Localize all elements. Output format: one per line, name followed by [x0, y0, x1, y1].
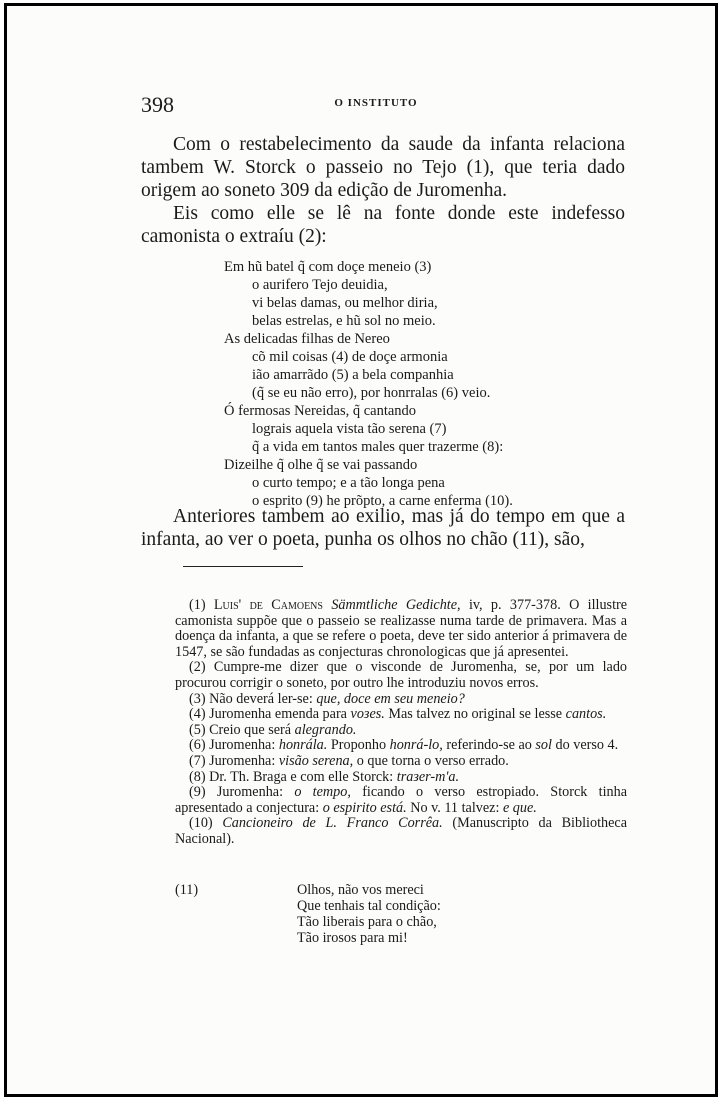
poem-line: Dizeilhe q̃ olhe q̃ se vai passando: [224, 457, 418, 473]
footnotes: [175, 598, 627, 848]
poem-line: Em hũ batel q̃ com doçe meneio (3): [224, 259, 432, 275]
after-poem-paragraph: Anteriores tambem ao exilio, mas já do tempo em que a infanta, ao ver o poeta, punha os olhos no chão (11), são,: [141, 506, 625, 550]
sonnet: [224, 258, 513, 510]
poem-line: o curto tempo; e a tão longa pena: [252, 475, 445, 491]
poem-line: Ó fermosas Nereidas, q̃ cantando: [224, 403, 417, 419]
poem-line: As delicadas filhas de Nereo: [224, 331, 390, 347]
poem-line: belas estrelas, e hũ sol no meio.: [252, 313, 436, 329]
footnote-6: (6) Juromenha: honrála. Proponho honrá-lo, referindo-se ao sol do verso 4.: [189, 737, 619, 754]
poem-line: lograis aquela vista tão serena (7): [252, 421, 447, 437]
verse-line: Tão liberais para o chão,: [297, 914, 437, 930]
footnote-divider: [183, 566, 303, 567]
poem-line: vi belas damas, ou melhor diria,: [252, 295, 438, 311]
poem-line: o esprito (9) he prõpto, a carne enferma (10).: [252, 493, 513, 509]
footnote-4: (4) Juromenha emenda para voзes. Mas talvez no original se lesse cantos.: [189, 706, 607, 723]
footnote-11-verse: [297, 882, 441, 946]
verse-line: Tão irosos para mi!: [297, 930, 408, 946]
footnote-9: (9) Juromenha: o tempo, ficando o verso estropiado. Storck tinha apresentado a conjectura: o espirito está. No v. 11 talvez: e que.: [175, 784, 627, 816]
running-head: O INSTITUTO: [334, 97, 418, 109]
footnote-2: (2) Cumpre-me dizer que o visconde de Juromenha, se, por um lado procurou corrigir o soneto, por outro lhe introduziu novos erros.: [175, 659, 628, 691]
footnote-1: (1) Luis' de Camoens Sämmtliche Gedichte, iv, p. 377-378. O illustre camonista suppõe que o passeio se realizasse numa tarde de primavera. Mas a doença da infanta, a que se refere o poeta, deve ter sido anterior á primavera de 1547, se são fundadas as conjecturas chronologicas que já apresentei.: [175, 597, 628, 660]
page-header: [141, 92, 611, 120]
intro-paragraph-2: Eis como elle se lê na fonte donde este indefesso camonista o extraíu (2):: [141, 203, 625, 247]
poem-line: ião amarrãdo (5) a bela companhia: [252, 367, 454, 383]
footnote-11-number: (11): [175, 882, 199, 898]
after-poem-text: [141, 505, 625, 551]
intro-text: [141, 133, 625, 248]
poem-line: o aurifero Tejo deuidia,: [252, 277, 388, 293]
footnote-8: (8) Dr. Th. Braga e com elle Storck: traзer-m'a.: [189, 768, 460, 785]
verse-line: Olhos, não vos mereci: [297, 882, 424, 898]
footnote-7: (7) Juromenha: visão serena, o que torna o verso errado.: [189, 752, 509, 769]
page-number: 398: [141, 92, 174, 117]
poem-line: (q̃ se eu não erro), por honrralas (6) veio.: [252, 385, 491, 401]
footnote-5: (5) Creio que será alegrando.: [189, 721, 357, 738]
poem-line: cõ mil coisas (4) de doçe armonia: [252, 349, 448, 365]
verse-line: Que tenhais tal condição:: [297, 898, 441, 914]
poem-line: q̃ a vida em tantos males quer trazerme (8):: [252, 439, 504, 455]
intro-paragraph-1: Com o restabelecimento da saude da infanta relaciona tambem W. Storck o passeio no Tejo (1), que teria dado origem ao soneto 309 da edição de Juromenha.: [141, 134, 625, 201]
footnote-10: (10) Cancioneiro de L. Franco Corrêa. (Manuscripto da Bibliotheca Nacional).: [175, 815, 628, 847]
footnote-3: (3) Não deverá ler-se: que, doce em seu meneio?: [189, 690, 465, 707]
